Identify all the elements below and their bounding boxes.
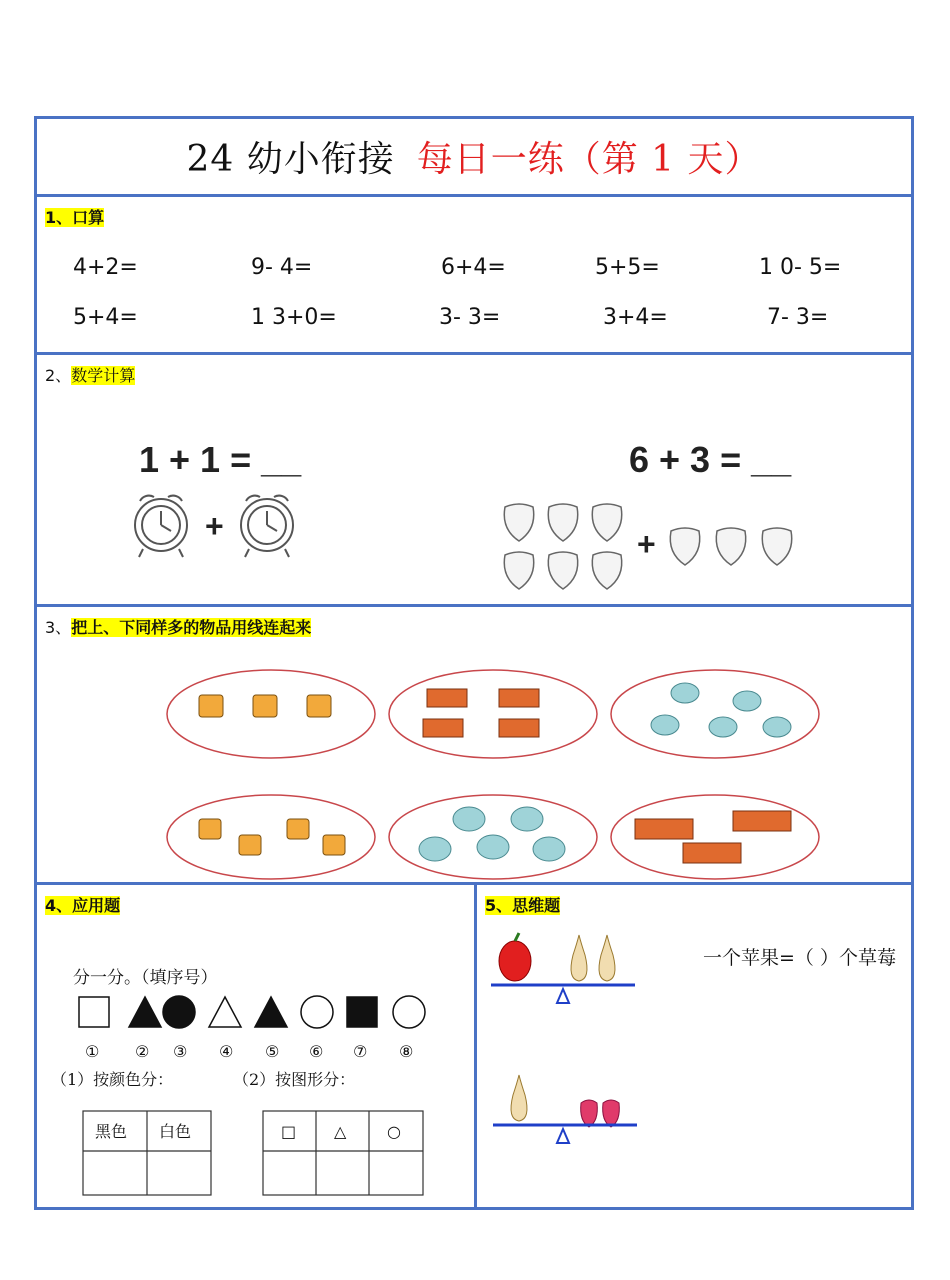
desk-icon: [733, 811, 791, 831]
left-equation: 1 + 1 = __: [139, 439, 302, 480]
application-instruction: 分一分。（填序号）: [73, 968, 218, 988]
shape-header-circle: ○: [387, 1122, 401, 1141]
top-oval-desks: [389, 670, 597, 758]
kettle-icon: [453, 807, 485, 831]
math-item: 1 3+0=: [251, 305, 337, 330]
alarm-clock-icon: [241, 496, 293, 557]
color-header-white: 白色: [159, 1122, 192, 1141]
strawberry-group-left: [504, 504, 621, 589]
strawberry-icon: [716, 528, 745, 565]
strawberry-icon: [581, 1100, 598, 1127]
shape-header-square: □: [281, 1122, 297, 1141]
kettle-icon: [733, 691, 761, 711]
plus-sign: +: [205, 508, 224, 544]
desk-icon: [635, 819, 693, 839]
color-header-black: 黑色: [95, 1122, 128, 1141]
section-5-label: 5、思维题: [485, 896, 561, 915]
chair-icon: [239, 835, 261, 855]
section-picture-math: [37, 355, 911, 607]
alarm-clock-icon: [135, 496, 187, 557]
pear-icon: [599, 935, 615, 981]
section-application: [37, 885, 477, 1207]
section-mental-math: [37, 197, 911, 355]
desk-icon: [683, 843, 741, 863]
strawberry-icon: [548, 552, 577, 589]
shape-number: ⑥: [309, 1042, 324, 1061]
strawberry-icon: [504, 552, 533, 589]
triangle-icon: [209, 997, 241, 1027]
worksheet: [34, 116, 914, 1210]
shapes-figure: [37, 885, 477, 1207]
math-item: 4+2=: [73, 255, 138, 280]
balance-pivot: [557, 1129, 569, 1143]
title-daily: 每日一练（第 1 天）: [416, 139, 762, 180]
chair-icon: [323, 835, 345, 855]
right-equation: 6 + 3 = __: [629, 439, 792, 480]
shape-number: ⑤: [265, 1042, 280, 1061]
pear-icon: [511, 1075, 527, 1121]
shape-number: ②: [135, 1042, 150, 1061]
desk-icon: [427, 689, 467, 707]
strawberry-icon: [603, 1100, 620, 1127]
strawberry-icon: [670, 528, 699, 565]
balance-figure: [477, 885, 911, 1207]
square-icon: [347, 997, 377, 1027]
section-4-label: 4、应用题: [45, 896, 121, 915]
triangle-icon: [255, 997, 287, 1027]
strawberry-icon: [548, 504, 577, 541]
chair-icon: [287, 819, 309, 839]
matching-figure: [37, 607, 917, 885]
kettle-icon: [651, 715, 679, 735]
thinking-question: 一个苹果=（ ）个草莓: [703, 947, 896, 969]
chair-icon: [253, 695, 277, 717]
shape-number: ①: [85, 1042, 100, 1061]
math-item: 6+4=: [441, 255, 506, 280]
section-3-label: 3、把上、下同样多的物品用线连起来: [45, 618, 312, 637]
pear-icon: [571, 935, 587, 981]
strawberry-group-right: [670, 528, 791, 565]
shape-number: ⑦: [353, 1042, 368, 1061]
section-2-label: 2、数学计算: [45, 366, 136, 385]
chair-icon: [199, 695, 223, 717]
square-icon: [79, 997, 109, 1027]
by-color-label: （1）按颜色分：: [51, 1070, 174, 1089]
desk-icon: [499, 689, 539, 707]
apple-icon: [499, 941, 531, 981]
title-main: 24 幼小衔接: [186, 139, 395, 180]
shape-header-triangle: △: [334, 1122, 347, 1141]
shape-number: ④: [219, 1042, 234, 1061]
section-thinking: [477, 885, 911, 1207]
kettle-icon: [533, 837, 565, 861]
shape-number: ⑧: [399, 1042, 414, 1061]
kettle-icon: [671, 683, 699, 703]
kettle-icon: [477, 835, 509, 859]
balance-pivot: [557, 989, 569, 1003]
picture-math-figure: [37, 355, 917, 607]
circle-icon: [163, 996, 195, 1028]
strawberry-icon: [592, 552, 621, 589]
worksheet-title: [37, 119, 911, 197]
kettle-icon: [511, 807, 543, 831]
kettle-icon: [419, 837, 451, 861]
plus-sign: +: [637, 526, 656, 562]
by-shape-label: （2）按图形分：: [233, 1070, 356, 1089]
kettle-icon: [709, 717, 737, 737]
circle-icon: [393, 996, 425, 1028]
math-item: 3- 3=: [439, 305, 501, 330]
chair-icon: [199, 819, 221, 839]
desk-icon: [423, 719, 463, 737]
math-item: 5+4=: [73, 305, 138, 330]
math-item: 7- 3=: [767, 305, 829, 330]
kettle-icon: [763, 717, 791, 737]
strawberry-icon: [504, 504, 533, 541]
strawberry-icon: [762, 528, 791, 565]
math-item: 9- 4=: [251, 255, 313, 280]
shape-number: ③: [173, 1042, 188, 1061]
triangle-icon: [129, 997, 161, 1027]
section-1-label: 1、口算: [45, 208, 105, 227]
math-item: 5+5=: [595, 255, 660, 280]
math-item: 3+4=: [603, 305, 668, 330]
math-item: 1 0- 5=: [759, 255, 842, 280]
top-oval-kettles: [611, 670, 819, 758]
strawberry-icon: [592, 504, 621, 541]
desk-icon: [499, 719, 539, 737]
chair-icon: [307, 695, 331, 717]
section-matching: [37, 607, 911, 885]
circle-icon: [301, 996, 333, 1028]
